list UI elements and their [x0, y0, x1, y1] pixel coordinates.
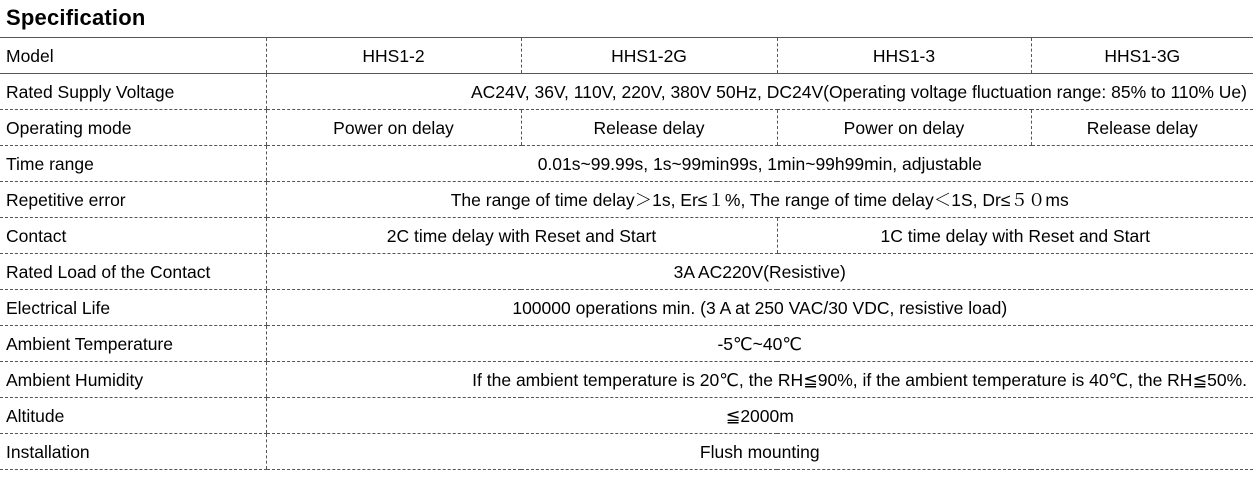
row-label: Altitude — [0, 398, 266, 434]
row-altitude — [0, 398, 1253, 434]
model-cell: HHS1-2 — [266, 38, 521, 74]
value-cell: 1C time delay with Reset and Start — [777, 218, 1253, 254]
row-label: Ambient Temperature — [0, 326, 266, 362]
value-cell: If the ambient temperature is 20℃, the RH≦90%, if the ambient temperature is 40℃, the RH≦50%. — [266, 362, 1253, 398]
row-label: Ambient Humidity — [0, 362, 266, 398]
model-cell: HHS1-3G — [1031, 38, 1253, 74]
row-repetitive-error — [0, 182, 1253, 218]
value-cell: The range of time delay＞1s, Er≤１%, The range of time delay＜1S, Dr≤５０ms — [266, 182, 1253, 218]
row-operating-mode — [0, 110, 1253, 146]
value-cell: Release delay — [1031, 110, 1253, 146]
page-title: Specification — [6, 5, 146, 30]
spec-table — [0, 37, 1253, 470]
row-time-range — [0, 146, 1253, 182]
row-rated-load — [0, 254, 1253, 290]
row-label: Repetitive error — [0, 182, 266, 218]
row-ambient-temperature — [0, 326, 1253, 362]
value-cell: Power on delay — [777, 110, 1031, 146]
value-cell: 2C time delay with Reset and Start — [266, 218, 777, 254]
value-cell: Flush mounting — [266, 434, 1253, 470]
row-rated-supply-voltage — [0, 74, 1253, 110]
row-ambient-humidity — [0, 362, 1253, 398]
row-label: Electrical Life — [0, 290, 266, 326]
row-label: Operating mode — [0, 110, 266, 146]
value-cell: Power on delay — [266, 110, 521, 146]
row-contact — [0, 218, 1253, 254]
value-cell: -5℃~40℃ — [266, 326, 1253, 362]
value-cell: Release delay — [521, 110, 777, 146]
row-label: Time range — [0, 146, 266, 182]
row-label: Rated Load of the Contact — [0, 254, 266, 290]
model-cell: HHS1-3 — [777, 38, 1031, 74]
row-installation — [0, 434, 1253, 470]
value-cell: ≦2000m — [266, 398, 1253, 434]
row-label: Installation — [0, 434, 266, 470]
value-cell: 3A AC220V(Resistive) — [266, 254, 1253, 290]
row-electrical-life — [0, 290, 1253, 326]
row-label: Contact — [0, 218, 266, 254]
value-cell: 0.01s~99.99s, 1s~99min99s, 1min~99h99min, adjustable — [266, 146, 1253, 182]
value-cell: AC24V, 36V, 110V, 220V, 380V 50Hz, DC24V(Operating voltage fluctuation range: 85% to 110% Ue) — [266, 74, 1253, 110]
row-model — [0, 38, 1253, 74]
row-label: Model — [0, 38, 266, 74]
model-cell: HHS1-2G — [521, 38, 777, 74]
row-label: Rated Supply Voltage — [0, 74, 266, 110]
value-cell: 100000 operations min. (3 A at 250 VAC/30 VDC, resistive load) — [266, 290, 1253, 326]
